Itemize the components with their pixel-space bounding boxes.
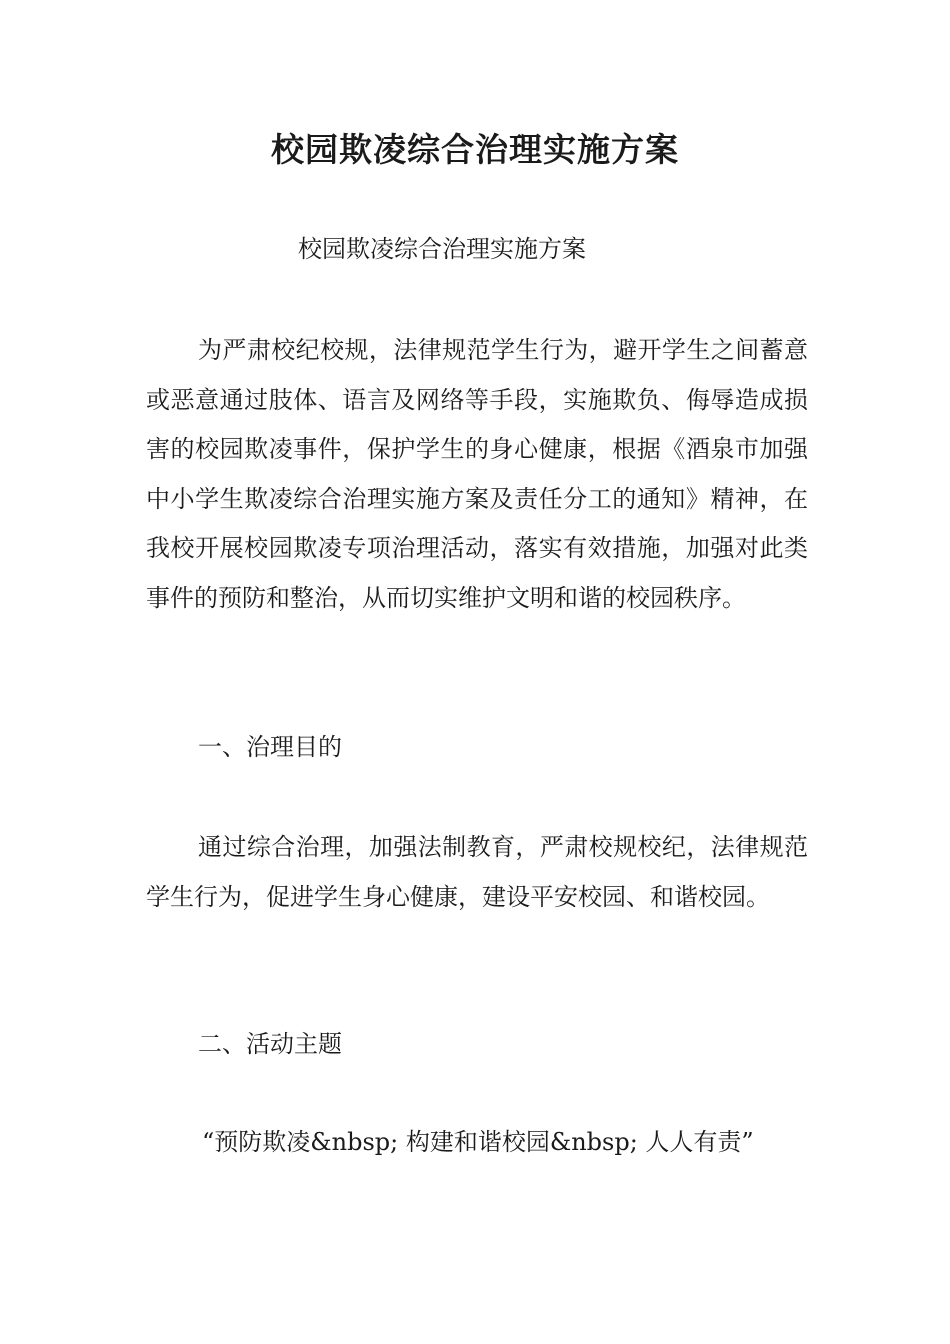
section-heading-goal: 一、治理目的 — [198, 733, 342, 761]
section-heading-theme: 二、活动主题 — [198, 1030, 342, 1058]
goal-paragraph: 通过综合治理，加强法制教育，严肃校规校纪，法律规范学生行为，促进学生身心健康，建设平安校园、和谐校园。 — [146, 833, 808, 911]
document-subtitle: 校园欺凌综合治理实施方案 — [298, 235, 586, 263]
theme-slogan: “预防欺凌&nbsp; 构建和谐校园&nbsp; 人人有责” — [202, 1128, 754, 1156]
intro-paragraph: 为严肃校纪校规，法律规范学生行为，避开学生之间蓄意或恶意通过肢体、语言及网络等手段，实施欺负、侮辱造成损害的校园欺凌事件，保护学生的身心健康，根据《酒泉市加强中小学生欺凌综合治理实施方案及责任分工的通知》精神，在我校开展校园欺凌专项治理活动，落实有效措施，加强对此类事件的预防和整治，从而切实维护文明和谐的校园秩序。 — [146, 336, 808, 612]
document-title: 校园欺凌综合治理实施方案 — [271, 130, 679, 169]
